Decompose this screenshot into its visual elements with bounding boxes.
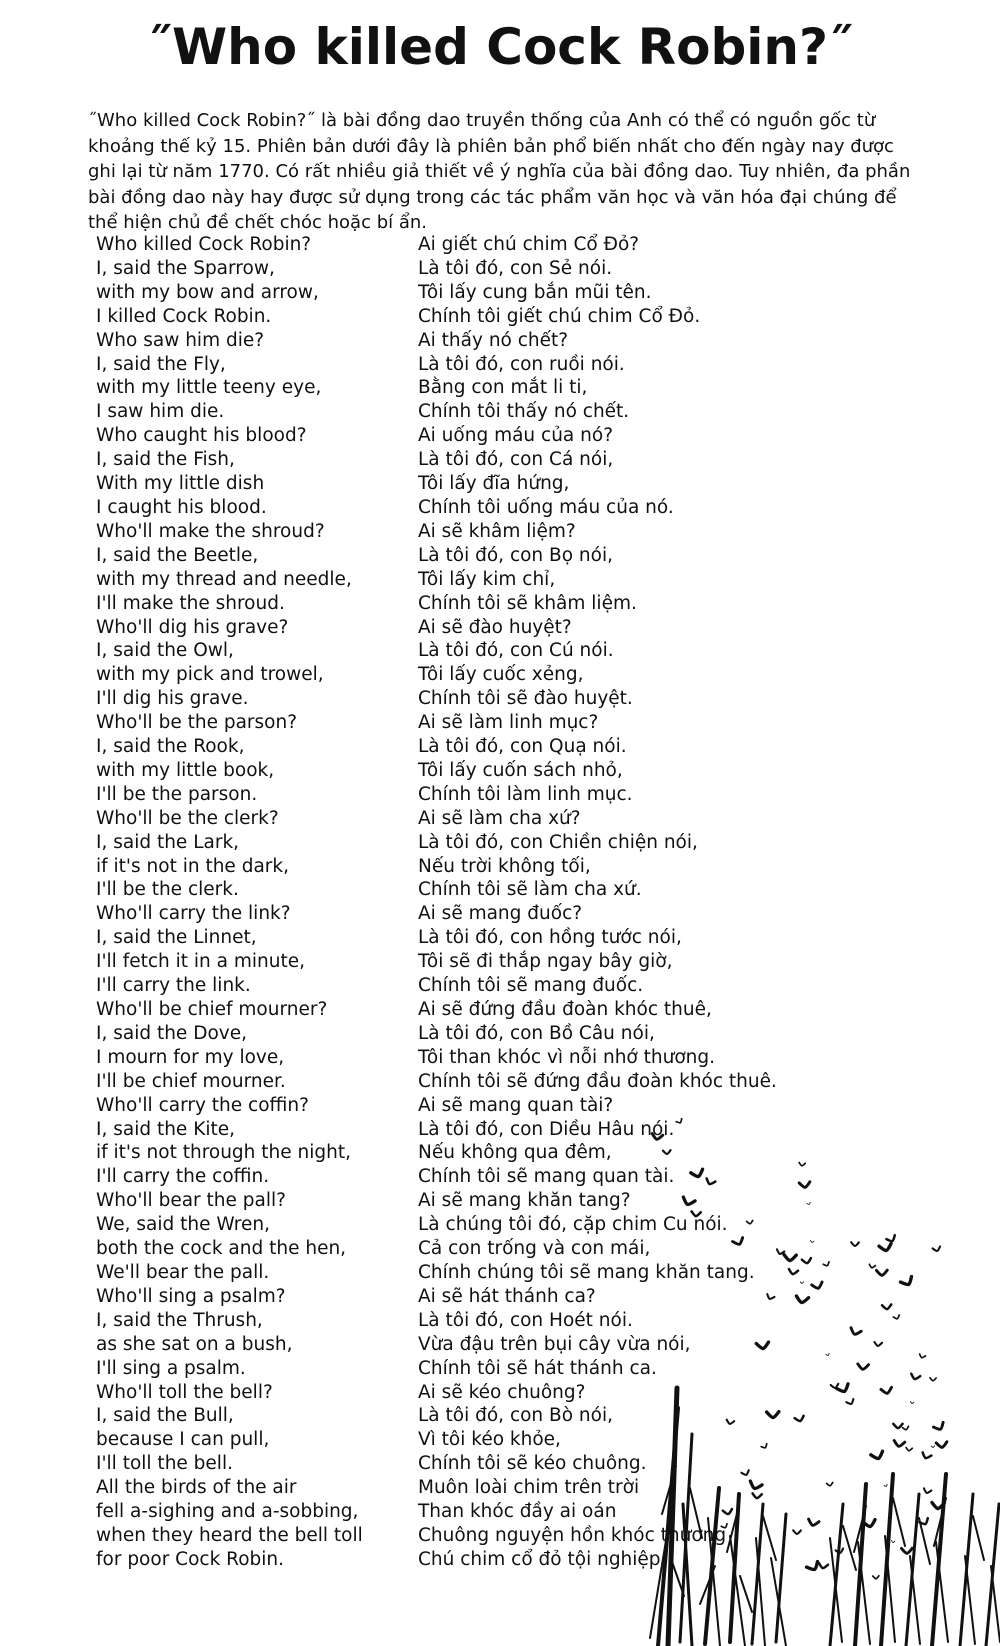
poem-line: Tôi lấy cuốc xẻng,	[418, 664, 584, 686]
poem-line: Là tôi đó, con Bồ Câu nói,	[418, 1022, 655, 1044]
poem-line: with my pick and trowel,	[96, 664, 324, 686]
poem-line: both the cock and the hen,	[96, 1238, 347, 1260]
poem-line: Ai giết chú chim Cổ Đỏ?	[418, 234, 640, 255]
poem-line: Ai uống máu của nó?	[418, 425, 614, 447]
poem-line: if it's not in the dark,	[96, 855, 289, 877]
poem-line: Chính tôi sẽ làm cha xứ.	[418, 879, 642, 901]
poem-line: Who'll dig his grave?	[96, 616, 289, 638]
poem-line: Who saw him die?	[96, 329, 265, 351]
poem-line: Who killed Cock Robin?	[96, 234, 312, 255]
poem-line: Chính chúng tôi sẽ mang khăn tang.	[418, 1261, 755, 1283]
poem-line: Chuông nguyện hồn khóc thương	[418, 1524, 727, 1546]
poem-line: Chính tôi sẽ mang quan tài.	[418, 1166, 675, 1188]
poem-line: fell a-sighing and a-sobbing,	[96, 1501, 359, 1523]
poem-line: With my little dish	[96, 473, 265, 495]
poem-line: Bằng con mắt li ti,	[418, 377, 588, 399]
poem-line: because I can pull,	[96, 1429, 270, 1451]
poem-line: Là tôi đó, con Cú nói.	[418, 640, 614, 662]
poem-line: I, said the Bull,	[96, 1405, 234, 1427]
poem-line: We'll bear the pall.	[96, 1261, 270, 1283]
poem-line: with my bow and arrow,	[96, 281, 319, 303]
poem-line: Là tôi đó, con Cá nói,	[418, 449, 614, 471]
poem-line: Chính tôi sẽ mang đuốc.	[418, 975, 644, 997]
poem-line: if it's not through the night,	[96, 1142, 351, 1164]
poem-line: I'll fetch it in a minute,	[96, 951, 305, 973]
poem-line: I, said the Kite,	[96, 1118, 235, 1140]
poem-line: with my thread and needle,	[96, 568, 352, 590]
poem-line: Chính tôi giết chú chim Cổ Đỏ.	[418, 305, 701, 327]
poem-line: Chính tôi sẽ kéo chuông.	[418, 1453, 647, 1475]
poem-line: Ai sẽ đứng đầu đoàn khóc thuê,	[418, 999, 712, 1020]
poem-line: Ai sẽ mang đuốc?	[418, 903, 583, 925]
poem-line: Là tôi đó, con Sẻ nói.	[418, 257, 613, 279]
poem-line: I, said the Fly,	[96, 353, 226, 375]
poem-line: I, said the Owl,	[96, 640, 234, 662]
poem-line: I'll make the shroud.	[96, 592, 285, 614]
poem-line: Who'll be the parson?	[96, 712, 298, 734]
poem-line: Muôn loài chim trên trời	[418, 1477, 640, 1499]
poem-line: Chính tôi sẽ hát thánh ca.	[418, 1357, 657, 1379]
poem-line: I, said the Beetle,	[96, 544, 259, 566]
poem-line: Ai sẽ mang khăn tang?	[418, 1190, 631, 1212]
poem-line: Who'll be chief mourner?	[96, 999, 328, 1020]
poem-line: I'll be the clerk.	[96, 879, 239, 901]
poem-line: Tôi than khóc vì nỗi nhớ thương.	[418, 1046, 716, 1068]
poem-line: All the birds of the air	[96, 1477, 297, 1499]
poem-line: I, said the Sparrow,	[96, 257, 275, 279]
poem-line: I mourn for my love,	[96, 1046, 285, 1068]
poem-line: Who'll carry the coffin?	[96, 1094, 309, 1116]
poem-line: I caught his blood.	[96, 496, 267, 518]
poem-line: Chính tôi làm linh mục.	[418, 783, 633, 805]
poem-line: I'll carry the link.	[96, 975, 251, 997]
poem-line: Ai sẽ đào huyệt?	[418, 616, 572, 638]
poem-line: Chính tôi sẽ khâm liệm.	[418, 592, 637, 614]
poem-line: Who'll bear the pall?	[96, 1190, 286, 1212]
poem-line: when they heard the bell toll	[96, 1524, 363, 1546]
poem-line: Là chúng tôi đó, cặp chim Cu nói.	[418, 1214, 728, 1236]
poem-line: Ai sẽ khâm liệm?	[418, 520, 576, 542]
intro-paragraph: ˝Who killed Cock Robin?˝ là bài đồng dao truyền thống của Anh có thể có nguồn gốc từ khoảng thế kỷ 15. Phiên bản dưới đây là phiên bản phổ biến nhất cho đến ngày nay được ghi lại từ năm 1770. Có rất nhiều giả thiết về ý nghĩa của bài đồng dao. Tuy nhiên, đa phần bài đồng dao này hay được sử dụng trong các tác phẩm văn học và văn hóa đại chúng để thể hiện chủ đề chết chóc hoặc bí ẩn.	[88, 110, 911, 233]
poem-line: Là tôi đó, con hồng tước nói,	[418, 927, 682, 949]
poem-line: I, said the Thrush,	[96, 1309, 263, 1331]
poem-line: Ai sẽ mang quan tài?	[418, 1094, 614, 1116]
poem-line: Who'll make the shroud?	[96, 520, 325, 542]
poem-line: Who'll sing a psalm?	[96, 1285, 286, 1307]
poem-line: I'll dig his grave.	[96, 688, 249, 710]
poem-line: Tôi lấy kim chỉ,	[418, 568, 556, 590]
poem-line: Tôi sẽ đi thắp ngay bây giờ,	[418, 951, 673, 973]
poem-line: Tôi lấy đĩa hứng,	[418, 473, 570, 495]
poem-line: Là tôi đó, con ruồi nói.	[418, 353, 625, 375]
poem-line: Chính tôi sẽ đứng đầu đoàn khóc thuê.	[418, 1070, 777, 1092]
poem-line: I'll be chief mourner.	[96, 1070, 286, 1092]
poem-line: as she sat on a bush,	[96, 1333, 293, 1355]
poem-english-column	[96, 233, 416, 1572]
poem-line: Cả con trống và con mái,	[418, 1238, 651, 1260]
poem-line: Ai sẽ làm linh mục?	[418, 712, 599, 734]
poem-line: for poor Cock Robin.	[96, 1548, 285, 1570]
poem-line: Chính tôi sẽ đào huyệt.	[418, 688, 633, 710]
page-title: ˝Who killed Cock Robin?˝	[146, 18, 853, 76]
poem-line: Là tôi đó, con Bò nói,	[418, 1405, 613, 1427]
poem-line: Nếu không qua đêm,	[418, 1142, 612, 1164]
poem-line: Ai sẽ hát thánh ca?	[418, 1285, 596, 1307]
poem-line: Vì tôi kéo khỏe,	[418, 1429, 561, 1451]
poem-line: Là tôi đó, con Quạ nói.	[418, 736, 627, 758]
poem-line: Là tôi đó, con Diều Hâu nói.	[418, 1118, 675, 1140]
poem-line: Tôi lấy cung bắn mũi tên.	[418, 281, 652, 303]
poem-line: with my little book,	[96, 759, 275, 781]
poem-line: Who caught his blood?	[96, 425, 307, 447]
poem-line: Who'll be the clerk?	[96, 807, 279, 829]
poem-line: Chính tôi uống máu của nó.	[418, 496, 674, 518]
poem-line: I'll be the parson.	[96, 783, 258, 805]
poem-vietnamese-column	[418, 233, 998, 1572]
poem-line: I, said the Fish,	[96, 449, 235, 471]
poem-line: Ai sẽ làm cha xứ?	[418, 807, 581, 829]
poem-line: I, said the Dove,	[96, 1022, 247, 1044]
poem-line: I, said the Lark,	[96, 831, 240, 853]
poem-line: Là tôi đó, con Bọ nói,	[418, 544, 613, 566]
poem-line: I'll sing a psalm.	[96, 1357, 246, 1379]
bird-icon	[873, 1576, 879, 1579]
poem-line: Who'll toll the bell?	[96, 1381, 273, 1403]
poem-line: I'll carry the coffin.	[96, 1166, 270, 1188]
poem-line: Ai thấy nó chết?	[418, 329, 569, 351]
poem-line: Ai sẽ kéo chuông?	[418, 1381, 586, 1403]
poem-line: I saw him die.	[96, 401, 225, 423]
poem-line: Tôi lấy cuốn sách nhỏ,	[418, 759, 623, 781]
poem-line: We, said the Wren,	[96, 1214, 270, 1236]
poem-line: Than khóc đầy ai oán	[418, 1501, 617, 1523]
poem-line: I, said the Rook,	[96, 736, 245, 758]
poem-line: Vừa đậu trên bụi cây vừa nói,	[418, 1333, 691, 1355]
poem-line: Who'll carry the link?	[96, 903, 291, 925]
poem-line: Nếu trời không tối,	[418, 855, 591, 877]
poem-line: Là tôi đó, con Hoét nói.	[418, 1309, 633, 1331]
poem-line: Chính tôi thấy nó chết.	[418, 401, 630, 423]
poem-line: I killed Cock Robin.	[96, 305, 272, 327]
poem-line: Là tôi đó, con Chiền chiện nói,	[418, 831, 698, 853]
poem-line: I'll toll the bell.	[96, 1453, 233, 1475]
poem-line: I, said the Linnet,	[96, 927, 257, 949]
poem-line: Chú chim cổ đỏ tội nghiệp.	[418, 1548, 667, 1570]
poem-line: with my little teeny eye,	[96, 377, 322, 399]
